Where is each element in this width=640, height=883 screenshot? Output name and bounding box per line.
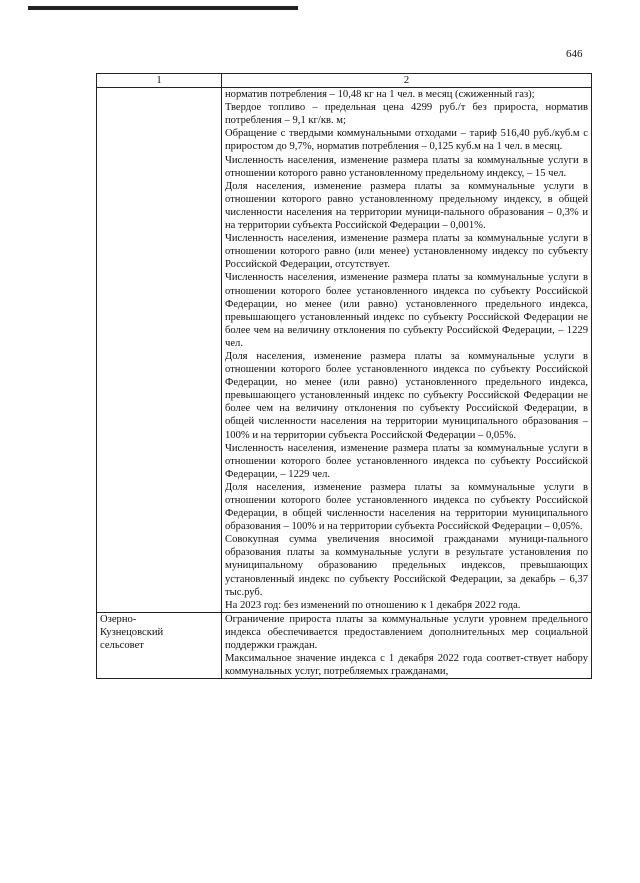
paragraph: Ограничение прироста платы за коммунальные услуги уровнем предельного индекса обеспечивается предоставлением дополнительных мер социальной поддержки граждан. [225, 613, 588, 652]
page-number: 646 [566, 48, 583, 60]
region-name-cell [97, 88, 222, 613]
scan-edge-mark [28, 6, 298, 10]
paragraph: Совокупная сумма увеличения вносимой гражданами муници-пального образования платы за коммунальные услуги в результате установления по муниципальному образованию предельных индексов, превышающих установленный индекс по субъекту Российской Федерации, за декабрь – 6,37 тыс.руб. [225, 534, 588, 598]
paragraph: Доля населения, изменение размера платы за коммунальные услуги в отношении которого более установленного индекса по субъекту Российской Федерации, в общей численности населения на территории муниципального образования – 100% и на территории субъекта Российской Федерации – 0,05%. [225, 481, 588, 533]
paragraph: Численность населения, изменение размера платы за коммунальные услуги в отношении которого более установленного индекса по субъекту Российской Федерации, – 1229 чел. [225, 442, 588, 480]
table-row [97, 88, 592, 613]
paragraph: Численность населения, изменение размера платы за коммунальные услуги в отношении которого более установленного индекса по субъекту Российской Федерации, но менее (или равно) установленного предельного индекса, превышающего установленный индекс по субъекту Российской Федерации не более чем на величину отклонения по субъекту Российской Федерации, – 1229 чел. [225, 272, 588, 349]
paragraph: Максимальное значение индекса с 1 декабря 2022 года соответ-ствует набору коммунальных услуг, потребляемых гражданами, [225, 653, 588, 678]
paragraph: Численность населения, изменение размера платы за коммунальные услуги в отношении которого равно установленному предельному индексу, – 15 чел. [225, 154, 588, 179]
description-cell [222, 612, 592, 678]
column-header-2: 2 [222, 74, 592, 88]
paragraph: Доля населения, изменение размера платы за коммунальные услуги в отношении которого более установленного индекса по субъекту Российской Федерации, но менее (или равно) установленного предельного индекса, превышающего установленный индекс по субъекту Российской Федерации не более чем на величину отклонения по субъекту Российской Федерации, в общей численности населения на территории муниципального образования – 100% и на территории субъекта Российской Федерации – 0,05%. [225, 350, 588, 441]
data-table [96, 73, 592, 679]
paragraph: Доля населения, изменение размера платы за коммунальные услуги в отношении которого равно установленному предельному индексу, в общей численности населения на территории муници-пального образования – 0,3% и на территории субъекта Российской Федерации – 0,001%. [225, 180, 588, 232]
region-name-line: Кузнецовский [100, 626, 164, 638]
region-name-line: Озерно- [100, 613, 137, 625]
table-row [97, 612, 592, 678]
paragraph: Обращение с твердыми коммунальными отходами – тариф 516,40 руб./куб.м с приростом до 9,7%, норматив потребления – 0,125 куб.м на 1 чел. в месяц. [225, 128, 588, 153]
paragraph: норматив потребления – 10,48 кг на 1 чел. в месяц (сжиженный газ); [225, 89, 535, 101]
paragraph: Численность населения, изменение размера платы за коммунальные услуги в отношении которого равно (или менее) установленному индексу по субъекту Российской Федерации, отсутствует. [225, 233, 588, 271]
paragraph: На 2023 год: без изменений по отношению к 1 декабря 2022 года. [225, 599, 521, 611]
region-name-cell [97, 612, 222, 678]
column-header-1: 1 [97, 74, 222, 88]
paragraph: Твердое топливо – предельная цена 4299 руб./т без прироста, норматив потребления – 9,1 кг/кв. м; [225, 102, 588, 127]
description-cell [222, 88, 592, 613]
table-header-row [97, 74, 592, 88]
region-name-line: сельсовет [100, 640, 144, 652]
